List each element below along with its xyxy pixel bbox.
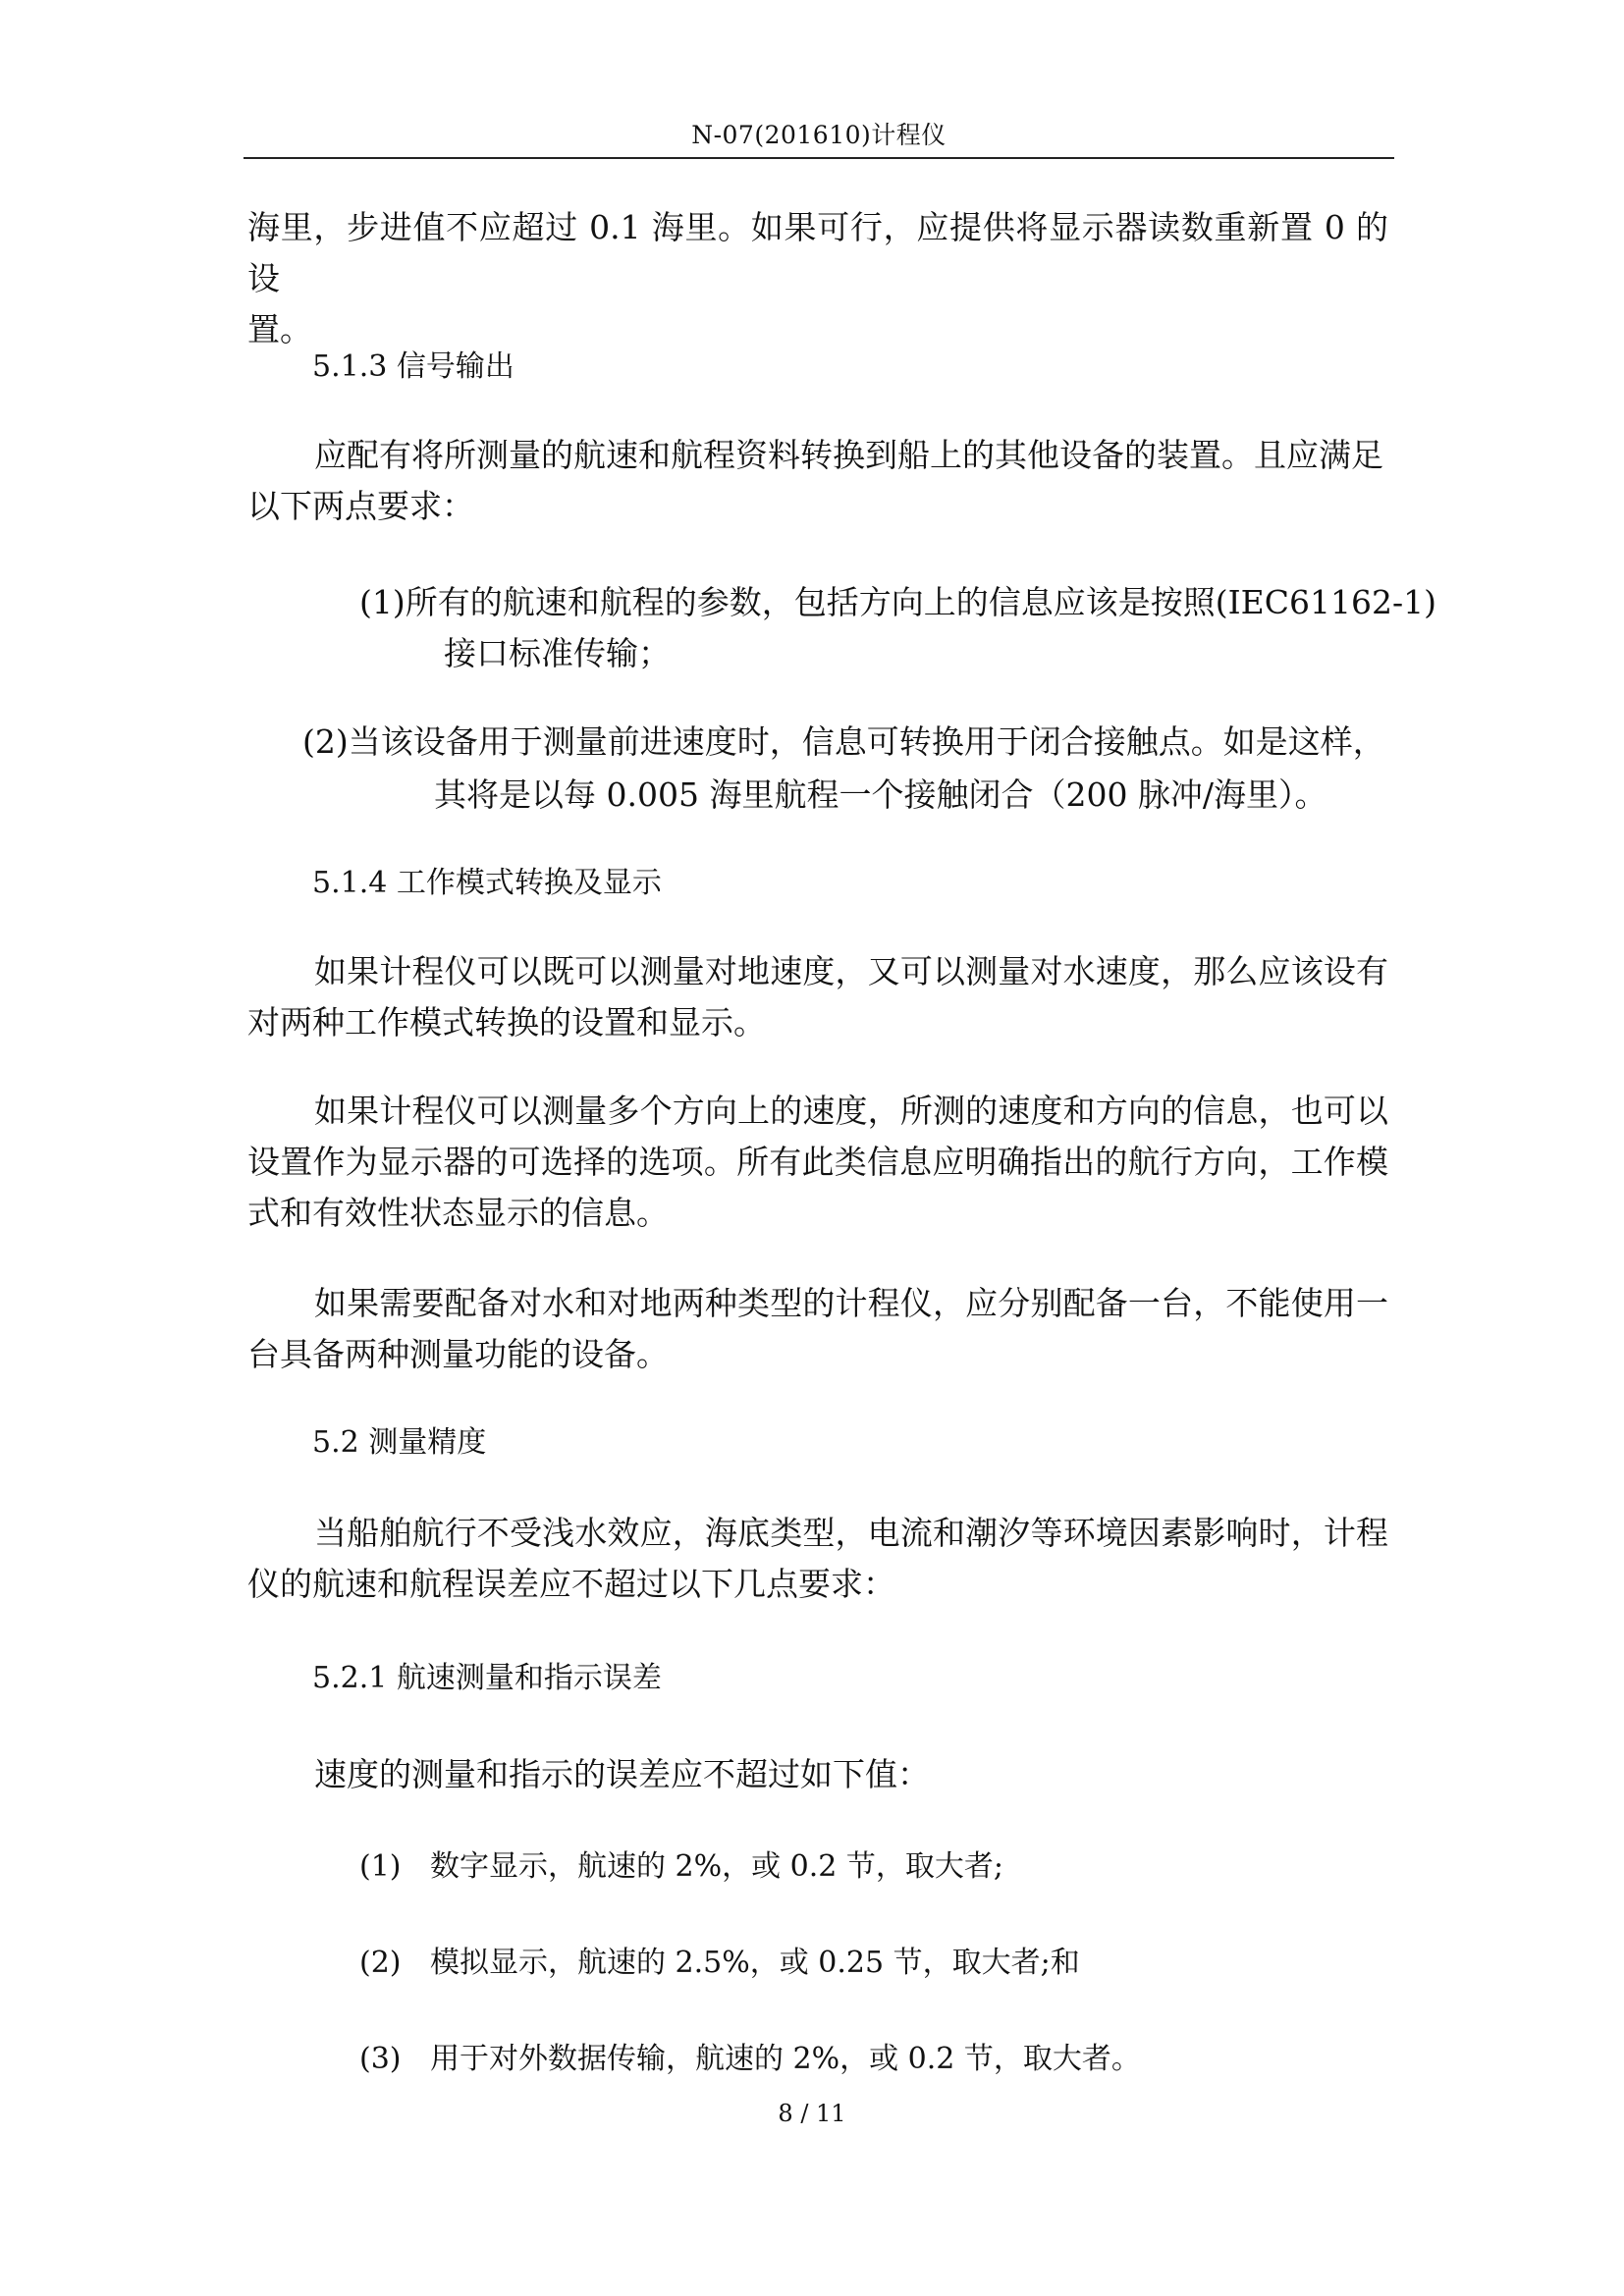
list-number: (1) [359,1849,402,1884]
paragraph-multi-direction: 如果计程仪可以测量多个方向上的速度，所测的速度和方向的信息，也可以设置作为显示器的可选择的选项。所有此类信息应明确指出的航行方向，工作模式和有效性状态显示的信息。 [247,1092,1388,1232]
paragraph-signal-output [247,430,1388,481]
paragraph-speed-error: 速度的测量和指示的误差应不超过如下值： [314,1755,930,1793]
requirement-item-1-line2: 接口标准传输； [444,634,671,672]
error-list-item [359,1845,1003,1889]
page-number: 8 / 11 [778,2100,846,2127]
list-text: 数字显示，航速的 2%，或 0.2 节，取大者; [430,1849,1004,1884]
list-text: 模拟显示，航速的 2.5%，或 0.25 节，取大者;和 [430,1946,1080,1980]
list-text: 用于对外数据传输，航速的 2%，或 0.2 节，取大者。 [430,2042,1141,2076]
requirement-item-1-line1: (1)所有的航速和航程的参数，包括方向上的信息应该是按照(IEC61162-1) [359,583,1436,621]
error-list-item [359,1942,1080,1985]
paragraph-line: 海里，步进值不应超过 0.1 海里。如果可行，应提供将显示器读数重新置 0 的设 [247,208,1388,297]
requirement-item-1-cont [444,628,671,679]
requirement-item-2-line2: 其将是以每 0.005 海里航程一个接触闭合（200 脉冲/海里）。 [434,775,1327,814]
requirement-item-1 [359,577,1436,628]
list-number: (3) [359,2042,402,2076]
paragraph-accuracy: 当船舶航行不受浅水效应，海底类型，电流和潮汐等环境因素影响时，计程仪的航速和航程误差应不超过以下几点要求： [247,1514,1388,1603]
requirement-item-2-line1: (2)当该设备用于测量前进速度时，信息可转换用于闭合接触点。如是这样， [302,722,1385,761]
paragraph-mode-switch: 如果计程仪可以既可以测量对地速度，又可以测量对水速度，那么应该设有对两种工作模式转换的设置和显示。 [247,952,1388,1041]
error-list-item [359,2038,1141,2081]
paragraph-line: 应配有将所测量的航速和航程资料转换到船上的其他设备的装置。且应满足 [314,436,1383,474]
page-header-title: N-07(201610)计程仪 [691,121,947,149]
requirement-item-2-cont [434,770,1327,821]
paragraph-line: 置。 [247,310,312,348]
header-divider [244,157,1394,159]
requirement-item-2 [302,717,1385,768]
paragraph-continuation [247,202,1388,355]
paragraph-signal-output-cont [247,481,1388,532]
paragraph-line: 以下两点要求： [247,487,474,525]
list-number: (2) [359,1946,402,1980]
section-heading-5-1-3: 5.1.3 信号输出 [312,349,514,384]
paragraph-dual-log: 如果需要配备对水和对地两种类型的计程仪，应分别配备一台，不能使用一台具备两种测量功能的设备。 [247,1284,1388,1373]
section-heading-5-2: 5.2 测量精度 [312,1425,487,1460]
section-heading-5-2-1: 5.2.1 航速测量和指示误差 [312,1661,662,1695]
section-heading-5-1-4: 5.1.4 工作模式转换及显示 [312,866,662,900]
